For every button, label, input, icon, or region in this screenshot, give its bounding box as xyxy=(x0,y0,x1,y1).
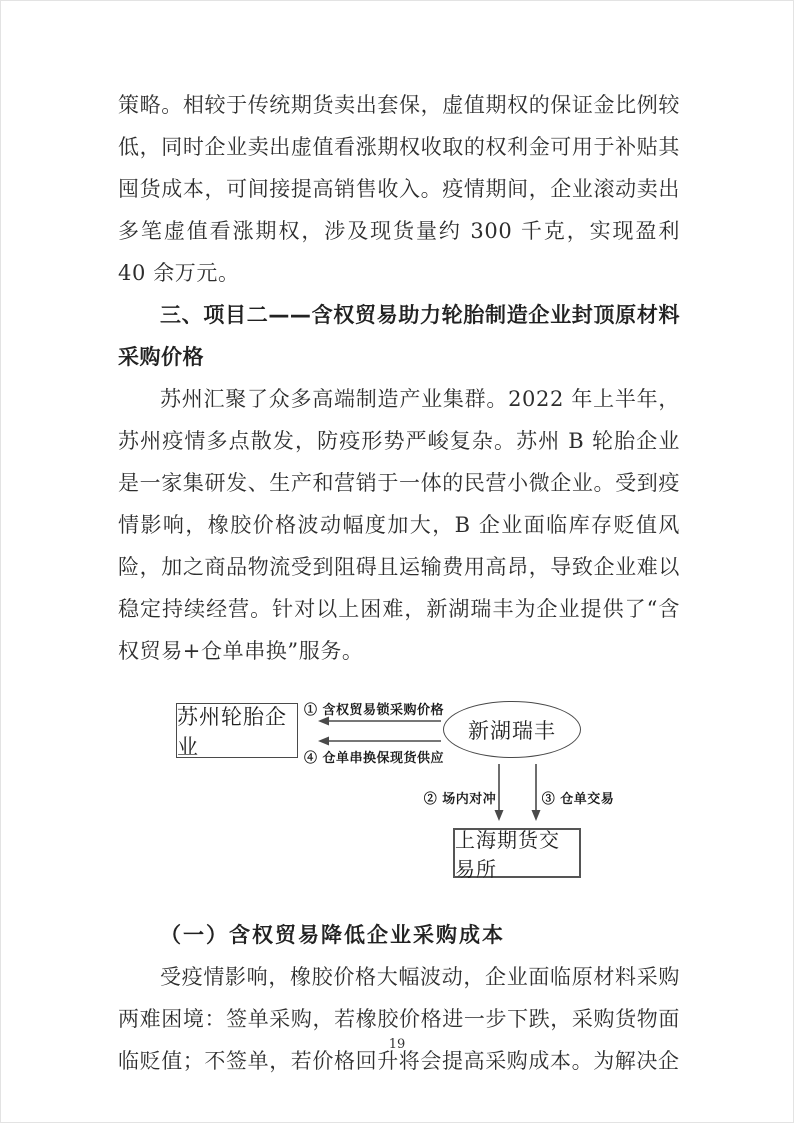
paragraph-procurement-dilemma: 受疫情影响，橡胶价格大幅波动，企业面临原材料采购两难困境：签单采购，若橡胶价格进一步下跌，采购货物面临贬值；不签单，若价格回升将会提高采购成本。为解决企 xyxy=(118,965,680,1073)
subsection-heading-cost-reduction: （一）含权贸易降低企业采购成本 xyxy=(160,922,505,947)
arrow-left-bottom-head xyxy=(318,737,329,746)
diagram-arrow2-label: ② 场内对冲 xyxy=(423,792,497,807)
diagram-node-shanghai-futures-exchange: 上海期货交易所 xyxy=(453,828,581,878)
diagram-arrow3-label: ③ 仓单交易 xyxy=(541,792,615,807)
text-column xyxy=(118,84,680,1082)
page-number: 19 xyxy=(388,1037,406,1052)
trade-flow-diagram xyxy=(118,688,680,900)
diagram-node-xinhu-ruifeng: 新湖瑞丰 xyxy=(443,701,581,758)
arrow-down-right-head xyxy=(532,810,541,821)
arrow-down-left-head xyxy=(495,810,504,821)
section-heading-project-two: 三、项目二——含权贸易助力轮胎制造企业封顶原材料采购价格 xyxy=(118,303,680,369)
diagram-arrow4-label: ④ 仓单串换保现货供应 xyxy=(303,751,445,766)
paragraph-hedging-strategy: 策略。相较于传统期货卖出套保，虚值期权的保证金比例较低，同时企业卖出虚值看涨期权收取的权利金可用于补贴其囤货成本，可间接提高销售收入。疫情期间，企业滚动卖出多笔虚值看涨期权，涉及现货量约 300 千克，实现盈利 40 余万元。 xyxy=(118,93,680,285)
paragraph-suzhou-background: 苏州汇聚了众多高端制造产业集群。2022 年上半年，苏州疫情多点散发，防疫形势严峻复杂。苏州 B 轮胎企业是一家集研发、生产和营销于一体的民营小微企业。受到疫情影响，橡胶价格波动幅度加大，B 企业面临库存贬值风险，加之商品物流受到阻碍且运输费用高昂，导致企业难以稳定持续经营。针对以上困难，新湖瑞丰为企业提供了“含权贸易+仓单串换”服务。 xyxy=(118,387,680,663)
diagram-arrow1-label: ① 含权贸易锁采购价格 xyxy=(303,703,445,718)
diagram-node-suzhou-tyre-company: 苏州轮胎企业 xyxy=(176,703,298,758)
